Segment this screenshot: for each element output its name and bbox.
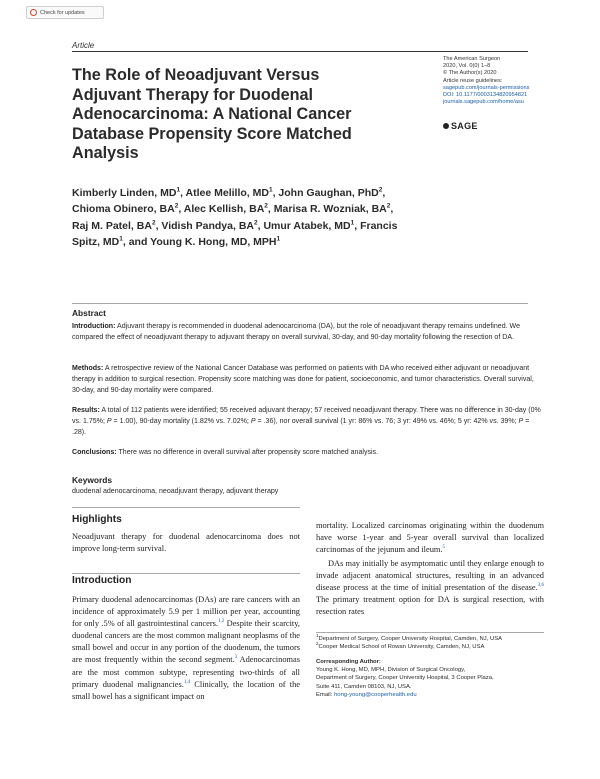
abstract-conclusions xyxy=(72,448,542,459)
journal-info xyxy=(443,56,563,106)
author-list xyxy=(72,185,412,251)
affiliation-marker: 2 xyxy=(316,641,319,647)
citation-link[interactable]: 5 xyxy=(442,545,446,551)
author xyxy=(161,220,263,232)
sage-logo xyxy=(443,121,478,131)
journal-name: The American Surgeon xyxy=(443,56,501,62)
author-separator: , xyxy=(272,187,279,199)
doi-link[interactable]: DOI: 10.1177/0003134820954821 xyxy=(443,92,528,99)
article-type-label: Article xyxy=(72,41,95,50)
author-affiliation-marker: 2 xyxy=(174,202,179,210)
author-name: and Young K. Hong, MD, MPH xyxy=(128,236,277,249)
author-name: Francis Spitz, MD xyxy=(72,219,398,249)
author-separator: , xyxy=(354,219,361,232)
affiliation-text: Department of Surgery, Cooper University Hospital, Camden, NJ, USA xyxy=(318,636,503,642)
introduction-text: Primary duodenal adenocarcinomas (DAs) are rare cancers with an incidence of approximately 5.9 per 1 million per year, accounting for only .5% of all gastrointestinal cancers. xyxy=(72,595,300,629)
affiliation-text: Cooper Medical School of Rowan University, Camden, NJ, USA xyxy=(318,644,485,651)
abstract-results-text-4: = .28). xyxy=(72,417,530,436)
author-affiliation-marker: 2 xyxy=(254,219,258,227)
introduction-text: DAs may initially be asymptomatic until they enlarge enough to invade adjacent anatomical structures, resulting in an advanced disease process at the time of initial presentation of the disease. xyxy=(316,559,544,593)
author-separator: , xyxy=(390,203,394,216)
abstract-heading: Abstract xyxy=(72,308,106,318)
affiliation-marker: 1 xyxy=(316,633,319,639)
check-for-updates-label: Check for updates xyxy=(40,9,85,16)
citation-link[interactable]: 3,6 xyxy=(537,583,544,589)
abstract-conclusions-text: There was no difference in overall survival after propensity score matched analysis. xyxy=(118,449,379,456)
corresponding-author-heading: Corresponding Author: xyxy=(316,659,381,665)
abstract-introduction xyxy=(72,322,542,344)
abstract-results-text-1: A total of 112 patients were identified; 55 received adjuvant therapy; 57 received neoadjuvant therapy. There was no difference in 30-day (0% vs. 1.75%; xyxy=(72,407,541,425)
author-affiliation-marker: 1 xyxy=(176,186,181,194)
author-affiliation-marker: 1 xyxy=(276,235,281,243)
introduction-text: The primary treatment option for DA is surgical resection, with resection rates xyxy=(316,595,544,617)
affiliation-2 xyxy=(316,643,552,651)
keywords-text: duodenal adenocarcinoma, neoadjuvant therapy, adjuvant therapy xyxy=(72,488,279,495)
author-affiliation-marker: 2 xyxy=(378,186,383,194)
abstract-results-text-2: = 1.00), 90-day mortality (1.82% vs. 7.02%; xyxy=(111,417,251,425)
affiliation-1 xyxy=(316,635,552,643)
author-separator: , xyxy=(267,203,274,216)
author-separator: , xyxy=(122,236,129,249)
journal-copyright: © The Author(s) 2020 xyxy=(443,70,497,77)
header-divider xyxy=(72,51,528,52)
p-value-symbol: P xyxy=(106,417,112,425)
author-name: Kimberly Linden, MD xyxy=(72,187,177,199)
author-separator: , xyxy=(178,203,184,216)
author xyxy=(278,187,385,199)
corresponding-author-line: Young K. Hong, MD, MPH, Division of Surgical Oncology, xyxy=(316,667,466,674)
abstract-results-text-3: = .36), nor overall survival (1 yr: 86% vs. 76; 3 yr: 49% vs. 46%; 5 yr: 42% vs. 39%; xyxy=(255,417,519,425)
introduction-paragraph-2 xyxy=(316,520,544,556)
author-separator: , xyxy=(257,219,264,232)
abstract-results-label: Results: xyxy=(72,407,100,414)
abstract-methods xyxy=(72,364,542,396)
journal-volume: 2020, Vol. 0(0) 1–8 xyxy=(443,63,491,70)
abstract-divider xyxy=(72,303,528,304)
crossmark-icon xyxy=(30,9,37,16)
abstract-conclusions-label: Conclusions: xyxy=(72,449,117,456)
introduction-paragraph-1 xyxy=(72,594,300,703)
author-separator: , xyxy=(155,219,162,232)
author-separator: , xyxy=(382,187,386,199)
introduction-text: mortality. Localized carcinomas originating within the duodenum have worse 1-year and 5-year overall survival than localized carcinomas of the jejunum and ileum. xyxy=(316,521,544,555)
highlights-divider xyxy=(72,507,300,508)
affiliations xyxy=(316,635,552,651)
author xyxy=(72,203,184,215)
author-affiliation-marker: 1 xyxy=(350,219,355,227)
author xyxy=(129,236,280,248)
author-name: Atlee Melillo, MD xyxy=(185,187,269,199)
author-affiliation-marker: 2 xyxy=(151,219,156,227)
author-affiliation-marker: 2 xyxy=(386,202,391,210)
author xyxy=(72,187,186,199)
highlights-heading: Highlights xyxy=(72,514,122,525)
corresponding-author-line: Suite 411, Camden 08103, NJ, USA. xyxy=(316,683,412,690)
check-for-updates-badge[interactable] xyxy=(26,6,104,19)
introduction-heading: Introduction xyxy=(72,575,132,586)
author-name: Vidish Pandya, BA xyxy=(161,219,254,232)
article-title: The Role of Neoadjuvant Versus Adjuvant Therapy for Duodenal Adenocarcinoma: A National Cancer Database Propensity Score Matched Analysis xyxy=(72,66,352,163)
introduction-divider xyxy=(72,573,300,574)
highlights-text: Neoadjuvant therapy for duodenal adenocarcinoma does not improve long-term survival. xyxy=(72,532,300,554)
citation-link[interactable]: 3 xyxy=(234,655,238,661)
keywords-heading: Keywords xyxy=(72,475,113,485)
corresponding-author-line: Department of Surgery, Cooper University Hospital, 3 Cooper Plaza, xyxy=(316,675,494,682)
abstract-introduction-text: Adjuvant therapy is recommended in duodenal adenocarcinoma (DA), but the role of neoadjuvant therapy remains undefined. We compared the effect of neoadjuvant therapy to adjuvant therapy on overall survival, 30-day, and 90-day mortality following the resection of DA. xyxy=(72,323,520,341)
author xyxy=(72,220,161,232)
introduction-text: Despite their scarcity, duodenal cancers are the most common malignant neoplasms of the small bowel and occur in any portion of the duodenum, the tumors are most frequently within the second segment. xyxy=(72,619,300,665)
author-affiliation-marker: 1 xyxy=(268,186,273,194)
journal-home-link[interactable]: journals.sagepub.com/home/asu xyxy=(443,99,524,106)
journal-reuse: Article reuse guidelines: xyxy=(443,77,503,84)
p-value-symbol: P xyxy=(518,417,524,425)
author xyxy=(274,203,394,215)
introduction-paragraph-3 xyxy=(316,558,544,618)
p-value-symbol: P xyxy=(250,417,256,425)
introduction-text: Adenocarcinomas are the most common subtype, representing two-thirds of all primary duodenal malignancies. xyxy=(72,655,300,689)
corresponding-author-email xyxy=(316,691,552,699)
abstract-introduction-label: Introduction: xyxy=(72,323,116,330)
author-affiliation-marker: 2 xyxy=(264,202,268,210)
affiliation-divider xyxy=(316,632,544,633)
author xyxy=(263,220,360,232)
author-name: John Gaughan, PhD xyxy=(278,187,379,199)
abstract-methods-label: Methods: xyxy=(72,365,104,372)
email-link[interactable]: hong-young@cooperhealth.edu xyxy=(334,691,417,698)
abstract-results xyxy=(72,406,542,438)
author-name: Marisa R. Wozniak, BA xyxy=(273,203,387,216)
corresponding-author xyxy=(316,658,552,699)
citation-link[interactable]: 1,2 xyxy=(218,619,225,625)
sage-logo-text: SAGE xyxy=(451,121,478,131)
author xyxy=(186,187,279,199)
sage-logo-icon xyxy=(443,123,449,129)
author-separator: , xyxy=(180,187,186,199)
citation-link[interactable]: 1,4 xyxy=(183,679,191,685)
author xyxy=(184,203,274,215)
introduction-text: Clinically, the location of the small bowel has a significant impact on xyxy=(72,679,300,701)
author-name: Chioma Obinero, BA xyxy=(72,203,175,216)
author-name: Alec Kellish, BA xyxy=(183,203,265,216)
author-name: Umur Atabek, MD xyxy=(263,219,351,232)
abstract-methods-text: A retrospective review of the National Cancer Database was performed on patients with DA who received either adjuvant or neoadjuvant therapy in addition to surgical resection. Propensity score matching was done for patient, socioeconomic, and tumor characteristics. Overall survival, 30-day, and 90-day mortality were compared. xyxy=(72,365,534,394)
permissions-link[interactable]: sagepub.com/journals-permissions xyxy=(443,84,530,91)
author-affiliation-marker: 1 xyxy=(119,235,123,243)
author-name: Raj M. Patel, BA xyxy=(72,219,152,232)
email-label: Email: xyxy=(316,691,335,698)
